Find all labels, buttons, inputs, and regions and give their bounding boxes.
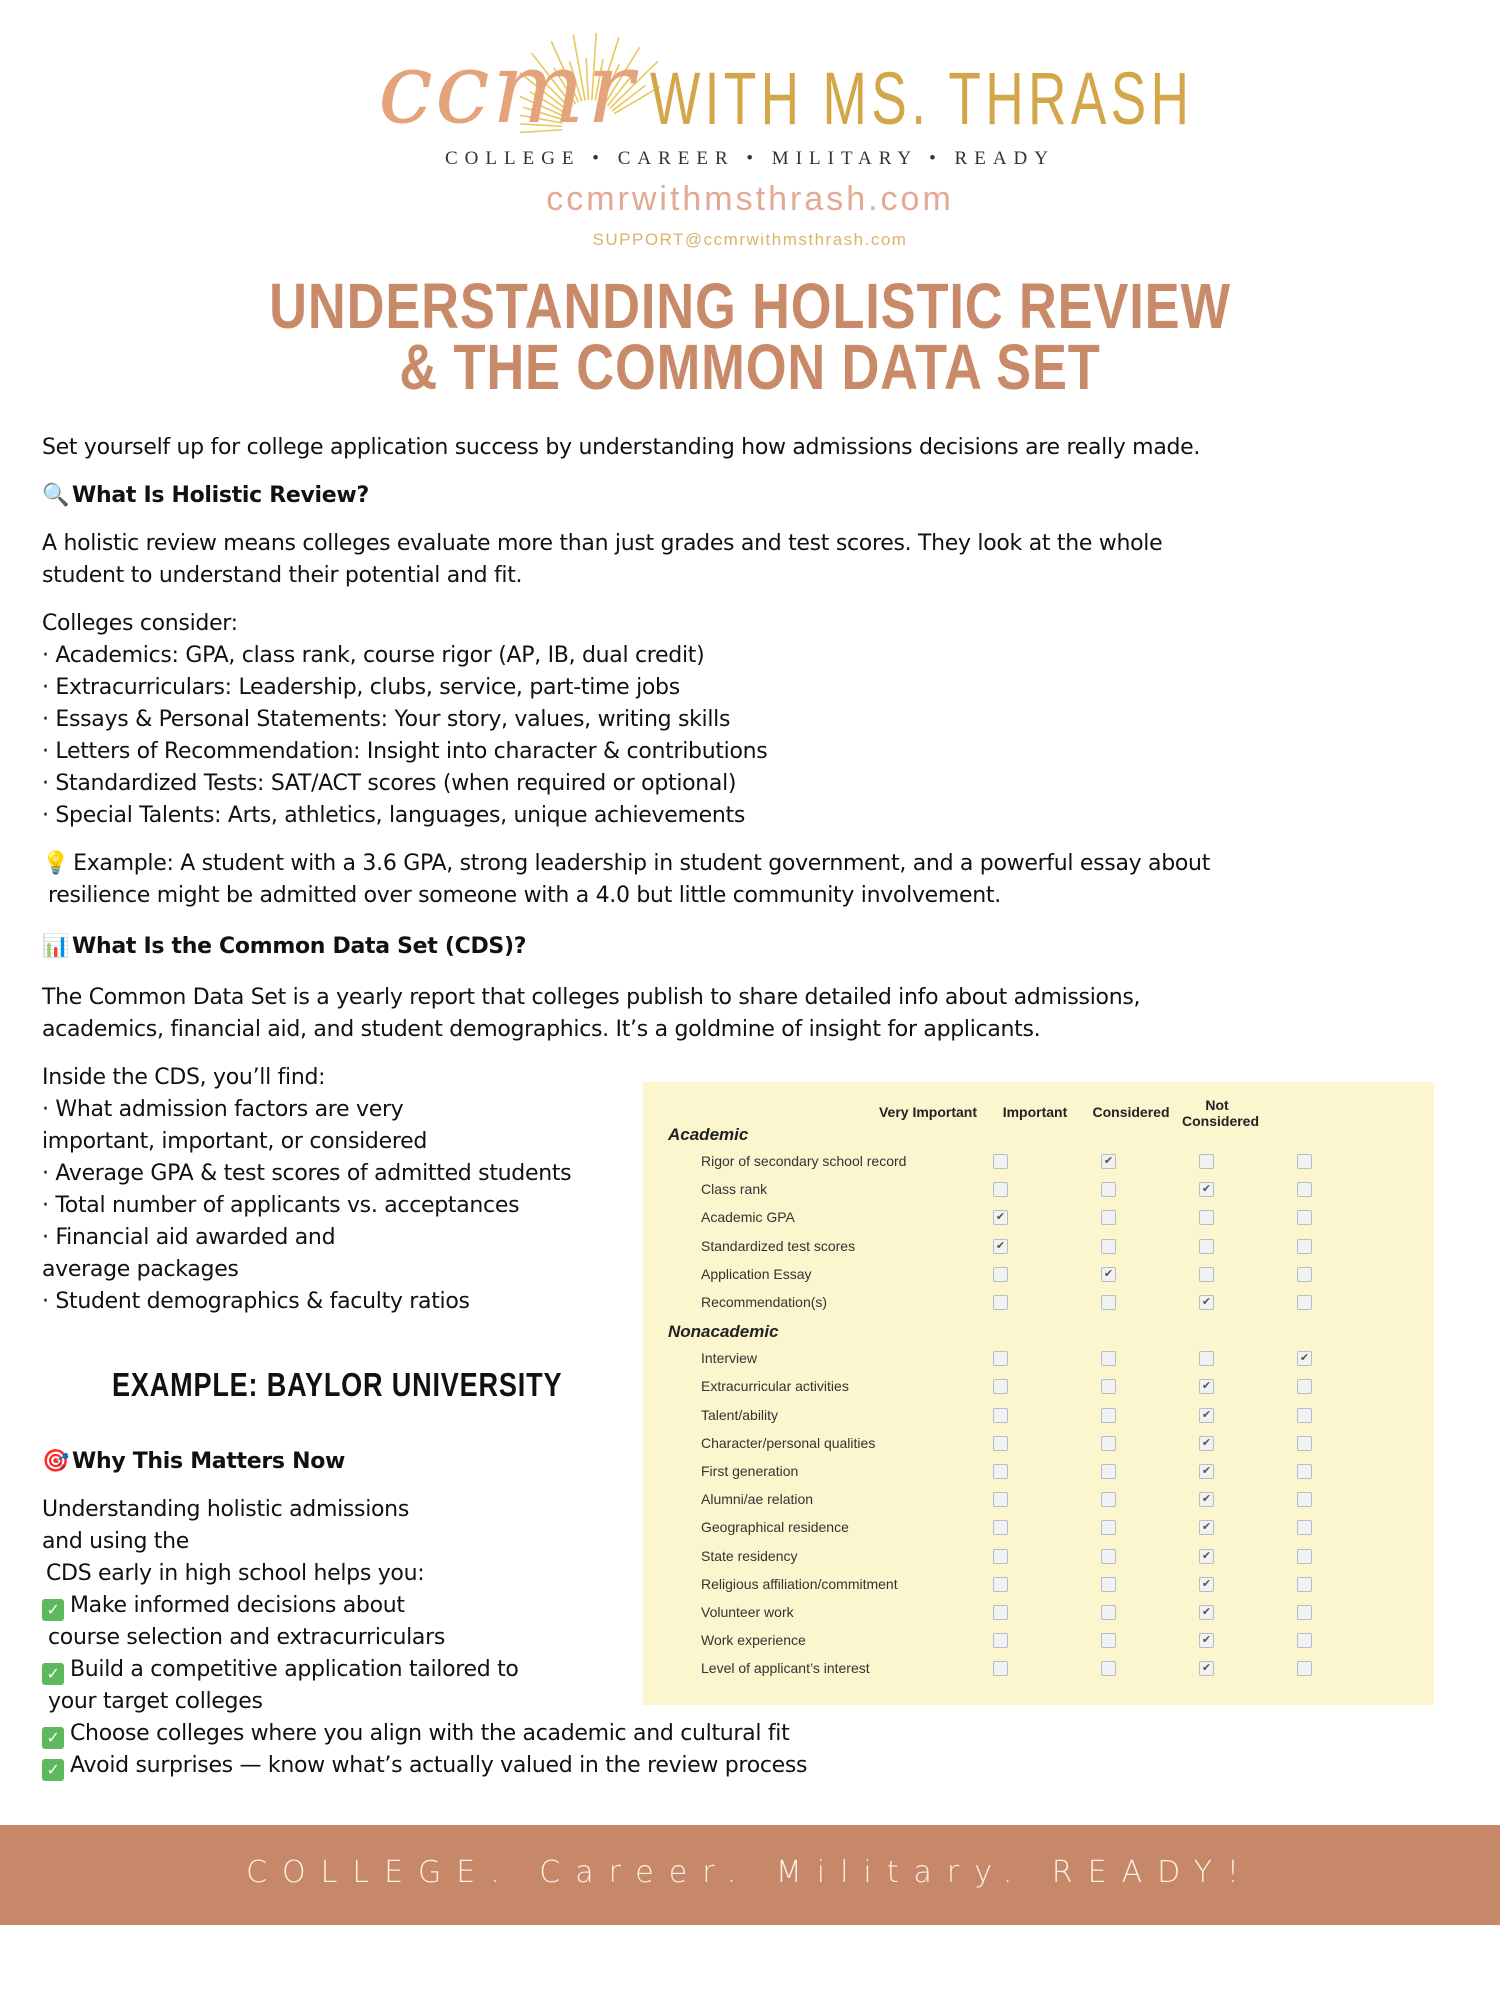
checkbox-unchecked bbox=[993, 1267, 1008, 1282]
checkbox-unchecked bbox=[1297, 1492, 1312, 1507]
checkbox-unchecked bbox=[1101, 1661, 1116, 1676]
checkbox-unchecked bbox=[1101, 1549, 1116, 1564]
check-box-icon: ✓ bbox=[42, 1599, 64, 1621]
checkbox-checked: ✔ bbox=[1199, 1605, 1214, 1620]
why-item-cont: course selection and extracurriculars bbox=[48, 1625, 446, 1650]
checkbox-unchecked bbox=[1297, 1520, 1312, 1535]
checkbox-checked: ✔ bbox=[993, 1239, 1008, 1254]
tagline: COLLEGE • CAREER • MILITARY • READY bbox=[445, 148, 1055, 169]
list-item: · Average GPA & test scores of admitted students bbox=[42, 1161, 572, 1186]
magnifying-glass-icon: 🔍 bbox=[42, 483, 70, 508]
checkbox-checked: ✔ bbox=[1199, 1295, 1214, 1310]
why-item bbox=[42, 1723, 789, 1749]
list-item: important, important, or considered bbox=[42, 1129, 427, 1154]
holistic-heading-text: What Is Holistic Review? bbox=[72, 483, 369, 508]
checkbox-unchecked bbox=[1199, 1351, 1214, 1366]
list-item: · Financial aid awarded and bbox=[42, 1225, 336, 1250]
checkbox-checked: ✔ bbox=[1199, 1436, 1214, 1451]
checkbox-unchecked bbox=[1297, 1577, 1312, 1592]
why-heading bbox=[42, 1451, 345, 1473]
checkbox-unchecked bbox=[1199, 1239, 1214, 1254]
checkbox-unchecked bbox=[993, 1492, 1008, 1507]
table-row-label: Volunteer work bbox=[701, 1604, 794, 1620]
checkbox-unchecked bbox=[1297, 1154, 1312, 1169]
list-item: · Academics: GPA, class rank, course rigor (AP, IB, dual credit) bbox=[42, 643, 705, 668]
checkbox-unchecked bbox=[1297, 1436, 1312, 1451]
table-row-label: Level of applicant’s interest bbox=[701, 1660, 870, 1677]
checkbox-checked: ✔ bbox=[1199, 1520, 1214, 1535]
footer-band bbox=[0, 1825, 1500, 1925]
check-box-icon: ✓ bbox=[42, 1727, 64, 1749]
list-item: · Student demographics & faculty ratios bbox=[42, 1289, 470, 1314]
checkbox-unchecked bbox=[993, 1351, 1008, 1366]
why-item bbox=[42, 1755, 807, 1781]
cds-heading bbox=[42, 936, 526, 958]
holistic-para-line-2: student to understand their potential and fit. bbox=[42, 563, 523, 588]
table-row-label: Rigor of secondary school record bbox=[701, 1153, 907, 1169]
checkbox-checked: ✔ bbox=[1199, 1182, 1214, 1197]
checkbox-unchecked bbox=[1101, 1408, 1116, 1423]
table-row-label: Application Essay bbox=[701, 1265, 812, 1282]
holistic-heading bbox=[42, 485, 369, 507]
checkbox-checked: ✔ bbox=[1199, 1549, 1214, 1564]
why-item-text: Choose colleges where you align with the academic and cultural fit bbox=[70, 1721, 790, 1746]
checkbox-unchecked bbox=[1101, 1295, 1116, 1310]
checkbox-unchecked bbox=[993, 1182, 1008, 1197]
checkbox-unchecked bbox=[1101, 1633, 1116, 1648]
checkbox-unchecked bbox=[1199, 1154, 1214, 1169]
checkbox-unchecked bbox=[1297, 1464, 1312, 1479]
checkbox-unchecked bbox=[1297, 1239, 1312, 1254]
colleges-consider-label: Colleges consider: bbox=[42, 611, 238, 636]
checkbox-unchecked bbox=[1101, 1239, 1116, 1254]
table-row-label: Religious affiliation/commitment bbox=[701, 1575, 898, 1592]
example-line-1 bbox=[42, 853, 1210, 875]
page-title-line-1: UNDERSTANDING HOLISTIC REVIEW bbox=[269, 270, 1231, 342]
checkbox-unchecked bbox=[1101, 1605, 1116, 1620]
checkbox-checked: ✔ bbox=[1101, 1154, 1116, 1169]
checkbox-checked: ✔ bbox=[1297, 1351, 1312, 1366]
page-title-line-2: & THE COMMON DATA SET bbox=[399, 331, 1101, 403]
lightbulb-icon: 💡 bbox=[42, 851, 70, 876]
checkbox-unchecked bbox=[1297, 1408, 1312, 1423]
checkbox-checked: ✔ bbox=[1199, 1492, 1214, 1507]
checkbox-unchecked bbox=[1101, 1577, 1116, 1592]
example-line-2: resilience might be admitted over someone with a 4.0 but little community involvement. bbox=[48, 883, 1001, 908]
why-item bbox=[42, 1659, 519, 1685]
why-item-cont: your target colleges bbox=[48, 1689, 263, 1714]
intro-text: Set yourself up for college application success by understanding how admissions decisions are really made. bbox=[42, 435, 1201, 460]
cds-admission-factors-table bbox=[643, 1082, 1434, 1705]
table-column-header: Not Considered bbox=[1182, 1097, 1260, 1130]
checkbox-unchecked bbox=[993, 1408, 1008, 1423]
why-intro-line-1: Understanding holistic admissions bbox=[42, 1497, 409, 1522]
brand-logo bbox=[0, 0, 1500, 260]
checkbox-unchecked bbox=[1297, 1182, 1312, 1197]
cds-para-line-2: academics, financial aid, and student demographics. It’s a goldmine of insight for applicants. bbox=[42, 1017, 1041, 1042]
checkbox-unchecked bbox=[1199, 1210, 1214, 1225]
checkbox-unchecked bbox=[1297, 1295, 1312, 1310]
why-item-text: Make informed decisions about bbox=[70, 1593, 405, 1618]
list-item: · Extracurriculars: Leadership, clubs, service, part-time jobs bbox=[42, 675, 680, 700]
checkbox-unchecked bbox=[993, 1154, 1008, 1169]
checkbox-unchecked bbox=[1297, 1210, 1312, 1225]
why-item-text: Avoid surprises — know what’s actually valued in the review process bbox=[70, 1753, 808, 1778]
checkbox-unchecked bbox=[1101, 1436, 1116, 1451]
checkbox-unchecked bbox=[993, 1577, 1008, 1592]
logo-ccmr: ccmr bbox=[378, 32, 636, 146]
checkbox-unchecked bbox=[1297, 1633, 1312, 1648]
checkbox-checked: ✔ bbox=[1199, 1661, 1214, 1676]
checkbox-unchecked bbox=[993, 1520, 1008, 1535]
checkbox-unchecked bbox=[993, 1633, 1008, 1648]
footer-slogan: COLLEGE. Career. Military. READY! bbox=[246, 1855, 1254, 1890]
list-item: · Letters of Recommendation: Insight into character & contributions bbox=[42, 739, 768, 764]
checkbox-checked: ✔ bbox=[993, 1210, 1008, 1225]
checkbox-unchecked bbox=[1297, 1549, 1312, 1564]
cds-heading-text: What Is the Common Data Set (CDS)? bbox=[72, 934, 527, 959]
checkbox-unchecked bbox=[1297, 1267, 1312, 1282]
checkbox-unchecked bbox=[993, 1295, 1008, 1310]
table-column-header: Very Important bbox=[878, 1104, 978, 1120]
why-item-text: Build a competitive application tailored to bbox=[70, 1657, 519, 1682]
table-column-header: Considered bbox=[1092, 1104, 1170, 1120]
checkbox-checked: ✔ bbox=[1199, 1408, 1214, 1423]
checkbox-unchecked bbox=[1297, 1379, 1312, 1394]
checkbox-unchecked bbox=[1297, 1605, 1312, 1620]
checkbox-unchecked bbox=[1101, 1379, 1116, 1394]
why-heading-text: Why This Matters Now bbox=[72, 1449, 346, 1474]
table-row-label: Alumni/ae relation bbox=[701, 1491, 814, 1508]
checkbox-unchecked bbox=[1101, 1351, 1116, 1366]
why-intro-line-3: CDS early in high school helps you: bbox=[46, 1561, 425, 1586]
table-row-label: Extracurricular activities bbox=[701, 1378, 849, 1395]
table-row-label: State residency bbox=[701, 1547, 798, 1564]
table-section-heading: Academic bbox=[668, 1125, 749, 1144]
checkbox-checked: ✔ bbox=[1199, 1379, 1214, 1394]
table-row-label: Geographical residence bbox=[701, 1519, 849, 1536]
list-item: average packages bbox=[42, 1257, 239, 1282]
bar-chart-icon: 📊 bbox=[42, 934, 70, 959]
list-item: · Special Talents: Arts, athletics, languages, unique achievements bbox=[42, 803, 745, 828]
check-box-icon: ✓ bbox=[42, 1663, 64, 1685]
example-text-1: Example: A student with a 3.6 GPA, strong leadership in student government, and a powerful essay about bbox=[73, 851, 1211, 876]
table-row-label: Talent/ability bbox=[701, 1406, 779, 1423]
checkbox-unchecked bbox=[993, 1605, 1008, 1620]
checkbox-unchecked bbox=[993, 1661, 1008, 1676]
logo-with-ms-thrash: WITH MS. THRASH bbox=[650, 57, 1194, 140]
checkbox-unchecked bbox=[1199, 1267, 1214, 1282]
table-row-label: Interview bbox=[701, 1350, 758, 1367]
table-row-label: Standardized test scores bbox=[701, 1237, 856, 1254]
checkbox-unchecked bbox=[993, 1436, 1008, 1451]
checkbox-unchecked bbox=[1101, 1520, 1116, 1535]
table-column-header: Important bbox=[1002, 1104, 1068, 1120]
checkbox-unchecked bbox=[993, 1379, 1008, 1394]
cds-list-title: Inside the CDS, you’ll find: bbox=[42, 1065, 326, 1090]
checkbox-unchecked bbox=[1101, 1464, 1116, 1479]
table-row-label: Character/personal qualities bbox=[701, 1434, 876, 1451]
checkbox-checked: ✔ bbox=[1199, 1464, 1214, 1479]
checkbox-unchecked bbox=[1297, 1661, 1312, 1676]
table-row-label: Academic GPA bbox=[701, 1209, 795, 1226]
checkbox-unchecked bbox=[993, 1464, 1008, 1479]
checkbox-checked: ✔ bbox=[1199, 1633, 1214, 1648]
list-item: · What admission factors are very bbox=[42, 1097, 404, 1122]
checkbox-checked: ✔ bbox=[1199, 1577, 1214, 1592]
table-row-label: Class rank bbox=[701, 1181, 768, 1198]
list-item: · Essays & Personal Statements: Your story, values, writing skills bbox=[42, 707, 731, 732]
checkbox-unchecked bbox=[1101, 1182, 1116, 1197]
list-item: · Total number of applicants vs. acceptances bbox=[42, 1193, 520, 1218]
support-email-link[interactable]: SUPPORT@ccmrwithmsthrash.com bbox=[592, 230, 908, 249]
target-icon: 🎯 bbox=[42, 1449, 70, 1474]
baylor-example-label: EXAMPLE: BAYLOR UNIVERSITY bbox=[112, 1366, 563, 1403]
table-section-heading: Nonacademic bbox=[668, 1322, 779, 1342]
website-link[interactable]: ccmrwithmsthrash.com bbox=[546, 180, 954, 218]
why-intro-line-2: and using the bbox=[42, 1529, 190, 1554]
checkbox-unchecked bbox=[1101, 1210, 1116, 1225]
table-row-label: Work experience bbox=[701, 1632, 806, 1649]
holistic-para-line-1: A holistic review means colleges evaluate more than just grades and test scores. They look at the whole bbox=[42, 531, 1163, 556]
list-item: · Standardized Tests: SAT/ACT scores (when required or optional) bbox=[42, 771, 737, 796]
check-box-icon: ✓ bbox=[42, 1759, 64, 1781]
table-row-label: Recommendation(s) bbox=[701, 1294, 828, 1310]
table-row-label: First generation bbox=[701, 1463, 799, 1479]
cds-para-line-1: The Common Data Set is a yearly report that colleges publish to share detailed info about admissions, bbox=[42, 985, 1141, 1010]
why-item bbox=[42, 1595, 405, 1621]
checkbox-unchecked bbox=[1101, 1492, 1116, 1507]
checkbox-checked: ✔ bbox=[1101, 1267, 1116, 1282]
checkbox-unchecked bbox=[993, 1549, 1008, 1564]
